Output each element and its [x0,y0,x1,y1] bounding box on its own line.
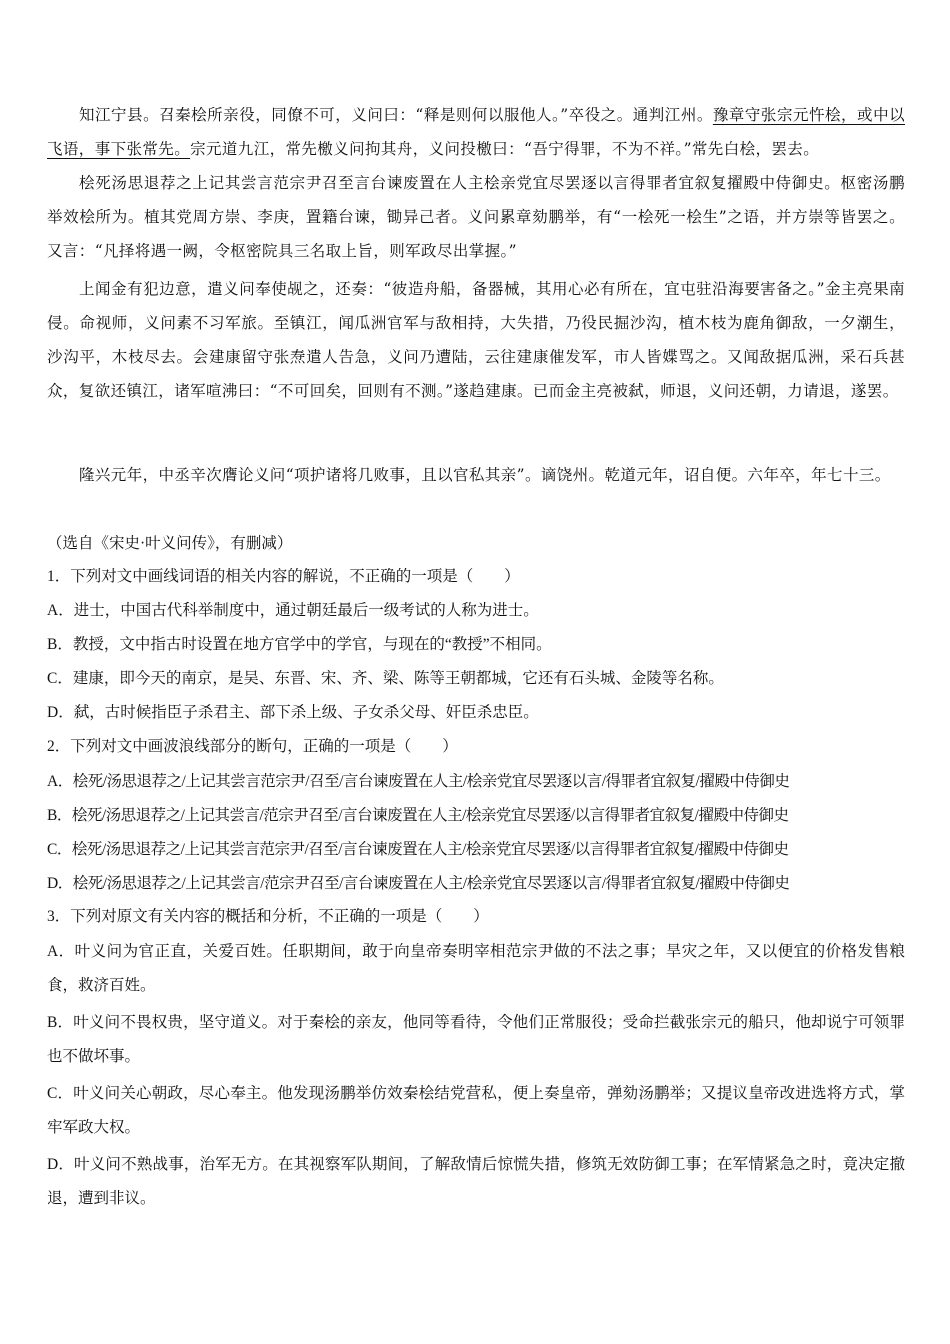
question-3-option-c: C．叶义问关心朝政，尽心奉主。他发现汤鹏举仿效秦桧结党营私，便上奏皇帝，弹劾汤鹏举；又提议皇帝改进选将方式，掌牢军政大权。 [47,1085,905,1136]
question-1-option-a: A．进士，中国古代科举制度中，通过朝廷最后一级考试的人称为进士。 [47,602,539,619]
question-2-option-a: A．桧死/汤思退荐之/上记其尝言范宗尹/召至/言台谏废置在人主/桧亲党宜尽罢逐以言/得罪者宜叙复/擢殿中侍御史 [47,773,790,790]
question-1-option-d: D．弑，古时候指臣子杀君主、部下杀上级、子女杀父母、奸臣杀忠臣。 [47,704,539,721]
question-3-stem: 3．下列对原文有关内容的概括和分析，不正确的一项是（ ） [47,908,489,925]
passage-paragraph-1 [47,98,905,166]
question-3-option-b: B．叶义问不畏权贵，坚守道义。对于秦桧的亲友，他同等看待，令他们正常服役；受命拦截张宗元的船只，他却说宁可领罪也不做坏事。 [47,1014,905,1065]
question-2-option-c: C．桧死/汤思退荐之/上记其尝言范宗尹/召至/言台谏废置在人主/桧亲党宜尽罢逐/以言得罪者宜叙复/擢殿中侍御史 [47,841,789,858]
passage-text: 宗元道九江，常先檄义问拘其舟，义问投檄曰：“吾宁得罪，不为不祥。”常先白桧，罢去。 [190,140,820,158]
question-2-stem: 2．下列对文中画波浪线部分的断句，正确的一项是（ ） [47,738,458,755]
passage-paragraph-2: 桧死汤思退荐之上记其尝言范宗尹召至言台谏废置在人主桧亲党宜尽罢逐以言得罪者宜叙复擢殿中侍御史。枢密汤鹏举效桧所为。植其党周方崇、李庚，置籍台谏，锄异己者。义问累章劾鹏举，有“一桧死一桧生”之语，并方崇等皆罢之。又言：“凡择将遇一阙，令枢密院具三名取上旨，则军政尽出掌握。” [47,174,905,260]
question-2-option-d: D．桧死/汤思退荐之/上记其尝言/范宗尹召至/言台谏废置在人主/桧亲党宜尽罢逐以言/得罪者宜叙复/擢殿中侍御史 [47,875,790,892]
passage-paragraph-3: 上闻金有犯边意，遣义问奉使觇之，还奏：“彼造舟船，备器械，其用心必有所在，宜屯驻沿海要害备之。”金主亮果南侵。命视师，义问素不习军旅。至镇江，闻瓜洲官军与敌相持，大失措，乃役民掘沙沟，植木枝为鹿角御敌，一夕潮生，沙沟平，木枝尽去。会建康留守张焘遣人告急，义问乃遭陆，云往建康催发军，市人皆媟骂之。又闻敌据瓜洲，采石兵甚众，复欲还镇江，诸军喧沸曰：“不可回矣，回则有不测。”遂趋建康。已而金主亮被弑，师退，义问还朝，力请退，遂罢。 [47,280,905,400]
underlined-text: 豫章守张宗元忤桧，或中以飞语，事下张常先。 [47,106,905,158]
passage-text: 知江宁县。召秦桧所亲役，同僚不可，义问曰：“释是则何以服他人。”卒役之。通判江州。 [79,106,713,124]
question-1-option-b: B．教授，文中指古时设置在地方官学中的学官，与现在的“教授”不相同。 [47,636,552,653]
question-1-option-c: C．建康，即今天的南京，是吴、东晋、宋、齐、梁、陈等王朝都城，它还有石头城、金陵等名称。 [47,670,724,687]
passage-paragraph-4: 隆兴元年，中丞辛次膺论义问“项护诸将几败事，且以官私其亲”。谪饶州。乾道元年，诏自便。六年卒，年七十三。 [79,466,891,484]
question-1-stem: 1．下列对文中画线词语的相关内容的解说，不正确的一项是（ ） [47,568,520,585]
question-3-option-d: D．叶义问不熟战事，治军无方。在其视察军队期间，了解敌情后惊慌失措，修筑无效防御工事；在军情紧急之时，竟决定撤退，遭到非议。 [47,1156,905,1207]
question-2-option-b: B．桧死/汤思退荐之/上记其尝言/范宗尹召至/言台谏废置在人主/桧亲党宜尽罢逐/以言得罪者宜叙复/擢殿中侍御史 [47,807,789,824]
question-3-option-a: A．叶义问为官正直，关爱百姓。任职期间，敢于向皇帝奏明宰相范宗尹做的不法之事；旱灾之年，又以便宜的价格发售粮食，救济百姓。 [47,943,905,994]
source-citation: （选自《宋史·叶义问传》，有删减） [47,535,293,552]
